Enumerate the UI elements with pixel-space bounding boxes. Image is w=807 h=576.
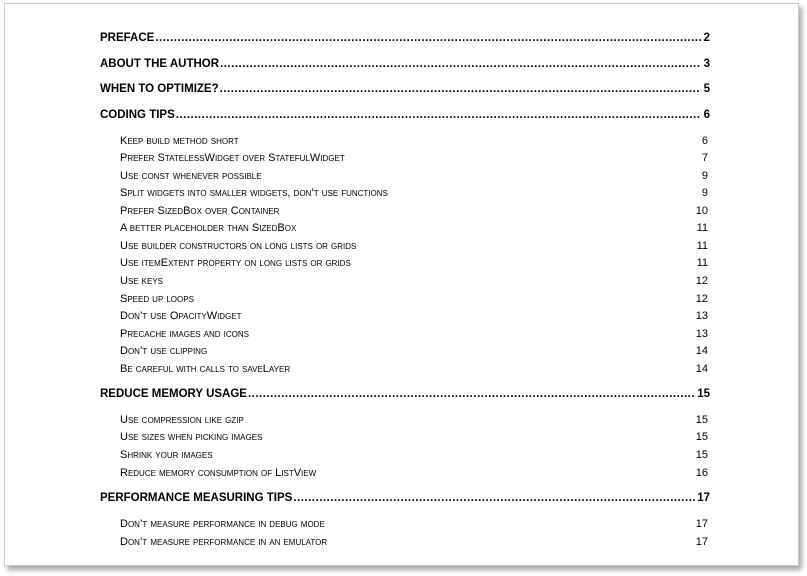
toc-entry-page: 3 (703, 58, 710, 70)
toc-entry-page: 7 (701, 152, 708, 164)
toc-entry-label: CODING TIPS (100, 109, 175, 121)
toc-entry-label: Use builder constructors on long lists or grids (120, 240, 357, 252)
toc-entry-page: 2 (703, 32, 710, 44)
toc-entry-label: Precache images and icons (120, 328, 249, 340)
toc-entry-debug-mode[interactable] (120, 518, 708, 530)
toc-entry-opacitywidget[interactable] (120, 310, 708, 322)
toc-entry-coding-tips[interactable] (100, 109, 710, 121)
toc-entry-label: Use sizes when picking images (120, 431, 263, 443)
toc-entry-label: Prefer StatelessWidget over StatefulWidget (120, 152, 345, 164)
toc-entry-builder-constructors[interactable] (120, 240, 708, 252)
toc-entry-page: 5 (703, 83, 710, 95)
dot-leader (176, 109, 701, 121)
toc-entry-use-const[interactable] (120, 170, 708, 182)
toc-entry-page: 11 (696, 240, 708, 252)
toc-entry-page: 17 (695, 518, 708, 530)
toc-entry-page: 17 (697, 492, 710, 504)
toc-entry-page: 12 (695, 275, 708, 287)
toc-entry-preface[interactable] (100, 32, 710, 44)
toc-entry-label: Reduce memory consumption of ListView (120, 467, 317, 479)
toc-entry-clipping[interactable] (120, 345, 708, 357)
toc-entry-savelayer[interactable] (120, 363, 708, 375)
toc-entry-label: Keep build method short (120, 135, 239, 147)
toc-entry-page: 15 (697, 388, 710, 400)
toc-entry-label: Prefer SizedBox over Container (120, 205, 280, 217)
toc-entry-page: 9 (701, 170, 708, 182)
toc-entry-label: Speed up loops (120, 293, 194, 305)
toc-entry-label: Don’t use clipping (120, 345, 208, 357)
toc-entry-page: 15 (695, 431, 708, 443)
toc-entry-label: PERFORMANCE MEASURING TIPS (100, 492, 293, 504)
toc-entry-label: Use compression like gzip (120, 414, 244, 426)
toc-entry-label: A better placeholder than SizedBox (120, 222, 297, 234)
toc-entry-label: Use const whenever possible (120, 170, 262, 182)
toc-entry-label: Use itemExtent property on long lists or grids (120, 257, 351, 269)
toc-entry-label: PREFACE (100, 32, 155, 44)
toc-entry-label: Be careful with calls to saveLayer (120, 363, 291, 375)
toc-entry-page: 14 (695, 345, 708, 357)
toc-entry-page: 11 (696, 222, 708, 234)
toc-entry-page: 17 (695, 536, 708, 548)
toc-entry-prefer-statelesswidget[interactable] (120, 152, 708, 164)
toc-entry-label: ABOUT THE AUTHOR (100, 58, 220, 70)
toc-entry-page: 11 (696, 257, 708, 269)
toc-entry-page: 16 (695, 467, 708, 479)
toc-entry-emulator[interactable] (120, 536, 708, 548)
toc-entry-itemextent[interactable] (120, 257, 708, 269)
dot-leader (248, 388, 696, 400)
toc-entry-listview-memory[interactable] (120, 467, 708, 479)
toc-entry-page: 14 (695, 363, 708, 375)
toc-entry-reduce-memory-usage[interactable] (100, 388, 710, 400)
toc-entry-sizes-picking-images[interactable] (120, 431, 708, 443)
toc-entry-label: Shrink your images (120, 449, 213, 461)
toc-entry-label: Don’t measure performance in debug mode (120, 518, 325, 530)
toc-entry-label: WHEN TO OPTIMIZE? (100, 83, 219, 95)
toc-entry-page: 10 (695, 205, 708, 217)
toc-entry-when-to-optimize[interactable] (100, 83, 710, 95)
toc-entry-label: REDUCE MEMORY USAGE (100, 388, 247, 400)
toc-entry-page: 6 (703, 109, 710, 121)
toc-entry-page: 9 (701, 187, 708, 199)
dot-leader (293, 492, 696, 504)
toc-entry-speed-up-loops[interactable] (120, 293, 708, 305)
dot-leader (220, 83, 701, 95)
toc-entry-precache-images[interactable] (120, 328, 708, 340)
toc-entry-page: 15 (695, 414, 708, 426)
toc-entry-performance-measuring-tips[interactable] (100, 492, 710, 504)
toc-entry-better-placeholder[interactable] (120, 222, 708, 234)
toc-entry-page: 13 (695, 328, 708, 340)
toc-entry-prefer-sizedbox[interactable] (120, 205, 708, 217)
toc-entry-label: Split widgets into smaller widgets, don’t use functions (120, 187, 388, 199)
toc-entry-compression-gzip[interactable] (120, 414, 708, 426)
toc-entry-page: 15 (695, 449, 708, 461)
toc-entry-label: Don’t use OpacityWidget (120, 310, 242, 322)
dot-leader (155, 32, 701, 44)
toc-entry-about-the-author[interactable] (100, 58, 710, 70)
document-page (4, 3, 799, 566)
toc-entry-label: Don’t measure performance in an emulator (120, 536, 328, 548)
toc-entry-keep-build-method-short[interactable] (120, 135, 708, 147)
toc-entry-shrink-images[interactable] (120, 449, 708, 461)
toc-entry-page: 6 (701, 135, 708, 147)
toc-entry-page: 13 (695, 310, 708, 322)
toc-entry-page: 12 (695, 293, 708, 305)
toc-entry-use-keys[interactable] (120, 275, 708, 287)
dot-leader (220, 58, 701, 70)
toc-entry-label: Use keys (120, 275, 164, 287)
toc-entry-split-widgets[interactable] (120, 187, 708, 199)
